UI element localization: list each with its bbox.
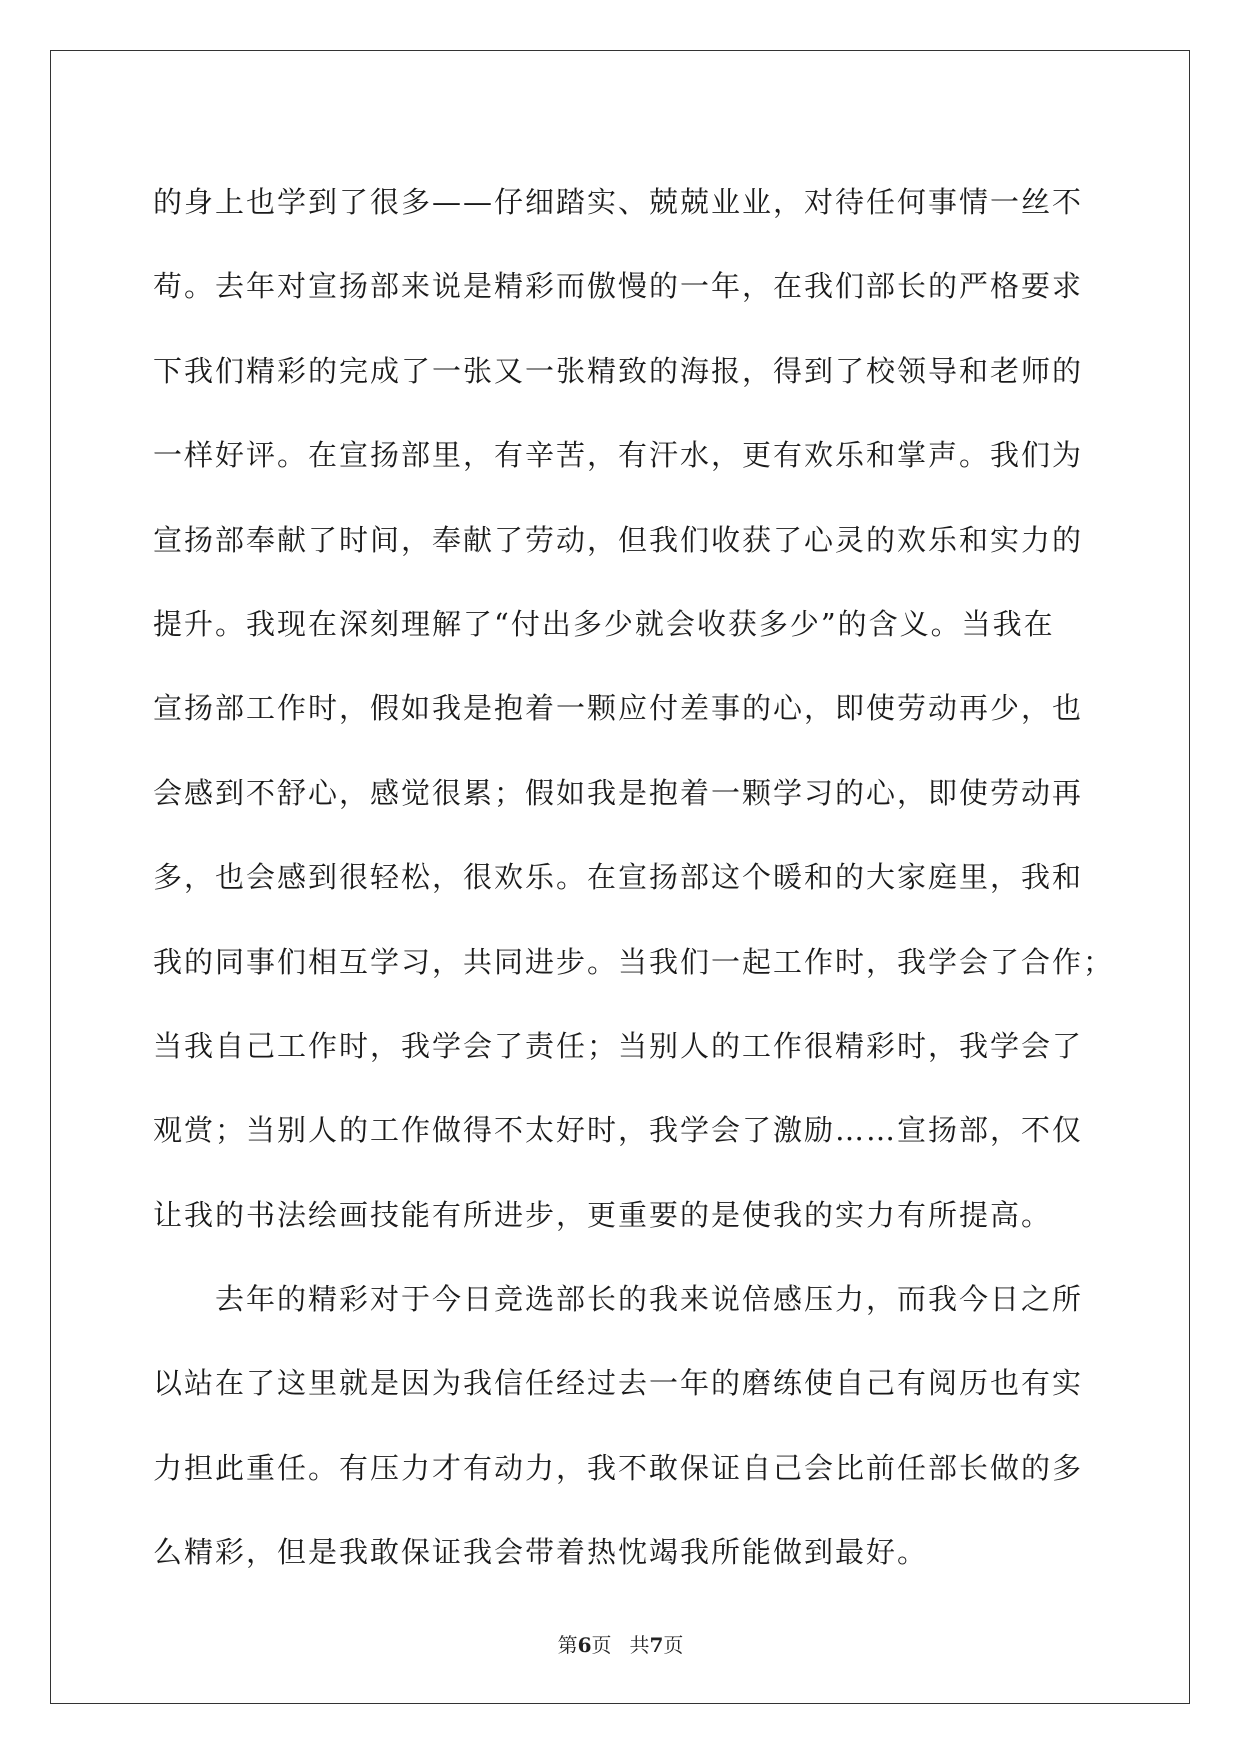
text-line: 多，也会感到很轻松，很欢乐。在宣扬部这个暖和的大家庭里，我和 (153, 860, 1084, 895)
paragraph (153, 1257, 1098, 1595)
document-body (153, 160, 1115, 1595)
page-prefix: 第 (557, 1633, 578, 1657)
text-line: 去年的精彩对于今日竞选部长的我来说倍感压力，而我今日之所 (215, 1282, 1084, 1317)
page-footer (0, 1629, 1241, 1658)
text-line: 观赏；当别人的工作做得不太好时，我学会了激励……宣扬部，不仅 (153, 1113, 1084, 1148)
page-suffix: 页 (591, 1633, 612, 1657)
text-line: 以站在了这里就是因为我信任经过去一年的磨练使自己有阅历也有实 (153, 1366, 1084, 1401)
text-line: 宣扬部工作时，假如我是抱着一颗应付差事的心，即使劳动再少，也 (153, 691, 1084, 726)
text-line: 提升。我现在深刻理解了“付出多少就会收获多少”的含义。当我在 (153, 606, 1055, 641)
text-line: 当我自己工作时，我学会了责任；当别人的工作很精彩时，我学会了 (153, 1028, 1084, 1063)
text-line: 苟。去年对宣扬部来说是精彩而傲慢的一年，在我们部长的严格要求 (153, 269, 1084, 304)
text-line: 让我的书法绘画技能有所进步，更重要的是使我的实力有所提高。 (153, 1197, 1053, 1232)
text-line: 我的同事们相互学习，共同进步。当我们一起工作时，我学会了合作； (153, 944, 1115, 979)
text-line: 么精彩，但是我敢保证我会带着热忱竭我所能做到最好。 (153, 1535, 929, 1570)
text-line: 会感到不舒心，感觉很累；假如我是抱着一颗学习的心，即使劳动再 (153, 775, 1084, 810)
total-prefix: 共 (629, 1633, 650, 1657)
total-suffix: 页 (663, 1633, 684, 1657)
total-pages-number: 7 (649, 1633, 664, 1657)
text-line: 宣扬部奉献了时间，奉献了劳动，但我们收获了心灵的欢乐和实力的 (153, 522, 1084, 557)
text-line: 下我们精彩的完成了一张又一张精致的海报，得到了校领导和老师的 (153, 353, 1084, 388)
paragraph (153, 160, 1115, 1257)
text-line: 的身上也学到了很多——仔细踏实、兢兢业业，对待任何事情一丝不 (153, 185, 1084, 219)
text-line: 一样好评。在宣扬部里，有辛苦，有汗水，更有欢乐和掌声。我们为 (153, 438, 1084, 473)
text-line: 力担此重任。有压力才有动力，我不敢保证自己会比前任部长做的多 (153, 1450, 1084, 1485)
current-page-number: 6 (577, 1633, 592, 1657)
